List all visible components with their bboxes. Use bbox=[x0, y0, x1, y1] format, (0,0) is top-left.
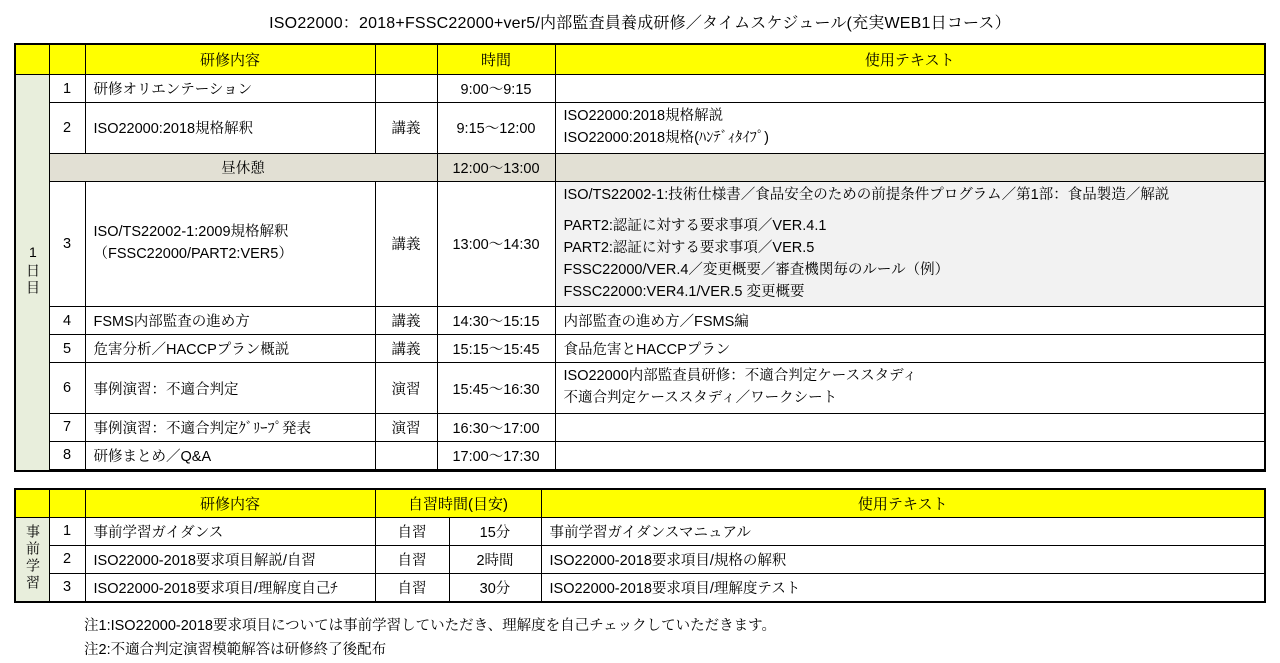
row-text: ISO22000-2018要求項目/理解度テスト bbox=[541, 573, 1265, 602]
row-time: 17:00〜17:30 bbox=[437, 441, 555, 469]
row-no: 1 bbox=[49, 75, 85, 103]
row-text bbox=[555, 181, 1265, 307]
table-row-lunch bbox=[15, 153, 1265, 181]
row-text: 内部監査の進め方／FSMS編 bbox=[555, 307, 1265, 335]
table-row bbox=[15, 517, 1265, 545]
row-text-line: ISO22000:2018規格(ﾊﾝﾃﾞｨﾀｲﾌﾟ) bbox=[563, 129, 769, 146]
table-row bbox=[15, 103, 1265, 154]
table-row bbox=[15, 441, 1265, 469]
header-kind bbox=[375, 44, 437, 75]
row-text-line: FSSC22000/VER.4／変更概要／審査機関毎のルール（例） bbox=[563, 261, 950, 278]
header-text: 使用テキスト bbox=[555, 44, 1265, 75]
row-content bbox=[85, 181, 375, 307]
day-label: 1日目 bbox=[24, 244, 41, 298]
row-no: 6 bbox=[49, 363, 85, 414]
day-label-cell bbox=[15, 75, 49, 471]
row-no: 7 bbox=[49, 413, 85, 441]
table-header-row bbox=[15, 44, 1265, 75]
row-time: 15分 bbox=[449, 517, 541, 545]
row-kind: 講義 bbox=[375, 103, 437, 154]
lunch-text bbox=[555, 153, 1265, 181]
row-content: 研修まとめ／Q&A bbox=[85, 441, 375, 469]
row-content: ISO22000:2018規格解釈 bbox=[85, 103, 375, 154]
row-time: 9:00〜9:15 bbox=[437, 75, 555, 103]
pre-study-header-row bbox=[15, 489, 1265, 518]
row-content: 事前学習ガイダンス bbox=[85, 517, 375, 545]
row-self: 自習 bbox=[375, 573, 449, 602]
table-row bbox=[15, 75, 1265, 103]
row-text: 事前学習ガイダンスマニュアル bbox=[541, 517, 1265, 545]
row-kind bbox=[375, 441, 437, 469]
table-row bbox=[15, 545, 1265, 573]
row-text-line: ISO22000内部監査員研修：不適合判定ケーススタディ bbox=[563, 368, 917, 385]
row-kind: 講義 bbox=[375, 307, 437, 335]
row-content: 危害分析／HACCPプラン概説 bbox=[85, 335, 375, 363]
row-content: 事例演習：不適合判定 bbox=[85, 363, 375, 414]
row-text-line: ISO/TS22002-1:技術仕様書／食品安全のための前提条件プログラム／第1部：食品製造／解説 bbox=[563, 186, 1170, 203]
schedule-table-day1 bbox=[14, 43, 1266, 472]
page-title: ISO22000：2018+FSSC22000+ver5/内部監査員養成研修／タイムスケジュール(充実WEB1日コース） bbox=[269, 15, 1011, 32]
note-line: 注1:ISO22000-2018要求項目については事前学習していただき、理解度を自己チェックしていただきます。 bbox=[84, 617, 777, 634]
row-text: ISO22000-2018要求項目/規格の解釈 bbox=[541, 545, 1265, 573]
header-no bbox=[49, 489, 85, 518]
row-content-line: （FSSC22000/PART2:VER5） bbox=[93, 245, 293, 262]
row-kind: 講義 bbox=[375, 335, 437, 363]
row-text bbox=[555, 413, 1265, 441]
row-text-line: FSSC22000:VER4.1/VER.5 変更概要 bbox=[563, 283, 805, 300]
row-no: 8 bbox=[49, 441, 85, 469]
row-text-line: PART2:認証に対する要求事項／VER.5 bbox=[563, 240, 815, 256]
header-time: 時間 bbox=[437, 44, 555, 75]
row-kind: 演習 bbox=[375, 413, 437, 441]
row-self: 自習 bbox=[375, 545, 449, 573]
row-no: 2 bbox=[49, 103, 85, 154]
row-no: 3 bbox=[49, 573, 85, 602]
row-time: 16:30〜17:00 bbox=[437, 413, 555, 441]
row-text bbox=[555, 363, 1265, 414]
row-content: ISO22000-2018要求項目解説/自習 bbox=[85, 545, 375, 573]
table-gap bbox=[0, 472, 1280, 488]
row-no: 1 bbox=[49, 517, 85, 545]
table-row bbox=[15, 573, 1265, 602]
row-text bbox=[555, 441, 1265, 469]
header-side bbox=[15, 489, 49, 518]
table-row bbox=[15, 363, 1265, 414]
row-content: FSMS内部監査の進め方 bbox=[85, 307, 375, 335]
row-time: 9:15〜12:00 bbox=[437, 103, 555, 154]
row-text: 食品危害とHACCPプラン bbox=[555, 335, 1265, 363]
header-content: 研修内容 bbox=[85, 44, 375, 75]
row-kind bbox=[375, 75, 437, 103]
row-time: 15:45〜16:30 bbox=[437, 363, 555, 414]
table-row bbox=[15, 181, 1265, 307]
row-no: 3 bbox=[49, 181, 85, 307]
header-text: 使用テキスト bbox=[541, 489, 1265, 518]
row-no: 2 bbox=[49, 545, 85, 573]
row-kind: 演習 bbox=[375, 363, 437, 414]
note-line: 注2:不適合判定演習模範解答は研修終了後配布 bbox=[84, 641, 387, 658]
row-time: 15:15〜15:45 bbox=[437, 335, 555, 363]
row-content: 事例演習：不適合判定ｸﾞﾘｰﾌﾟ発表 bbox=[85, 413, 375, 441]
notes-block bbox=[84, 615, 1280, 663]
row-text-line: ISO22000:2018規格解説 bbox=[563, 108, 724, 124]
row-text-line: PART2:認証に対する要求事項／VER.4.1 bbox=[563, 218, 827, 235]
lunch-time: 12:00〜13:00 bbox=[437, 153, 555, 181]
row-content: ISO22000-2018要求項目/理解度自己ﾁ bbox=[85, 573, 375, 602]
header-content: 研修内容 bbox=[85, 489, 375, 518]
row-self: 自習 bbox=[375, 517, 449, 545]
row-time: 2時間 bbox=[449, 545, 541, 573]
pre-study-label-cell bbox=[15, 517, 49, 602]
row-no: 5 bbox=[49, 335, 85, 363]
row-time: 13:00〜14:30 bbox=[437, 181, 555, 307]
table-row bbox=[15, 307, 1265, 335]
header-no bbox=[49, 44, 85, 75]
row-no: 4 bbox=[49, 307, 85, 335]
pre-study-label: 事前学習 bbox=[24, 523, 41, 592]
table-row bbox=[15, 413, 1265, 441]
row-content: 研修オリエンテーション bbox=[85, 75, 375, 103]
table-row bbox=[15, 335, 1265, 363]
header-self-time: 自習時間(目安) bbox=[375, 489, 541, 518]
row-time: 14:30〜15:15 bbox=[437, 307, 555, 335]
lunch-label: 昼休憩 bbox=[49, 153, 437, 181]
row-text-line: 不適合判定ケーススタディ／ワークシート bbox=[563, 390, 838, 406]
row-text bbox=[555, 75, 1265, 103]
pre-study-table bbox=[14, 488, 1266, 603]
row-kind: 講義 bbox=[375, 181, 437, 307]
header-side bbox=[15, 44, 49, 75]
row-content-line: ISO/TS22002-1:2009規格解釈 bbox=[93, 224, 289, 241]
row-time: 30分 bbox=[449, 573, 541, 602]
row-text bbox=[555, 103, 1265, 154]
